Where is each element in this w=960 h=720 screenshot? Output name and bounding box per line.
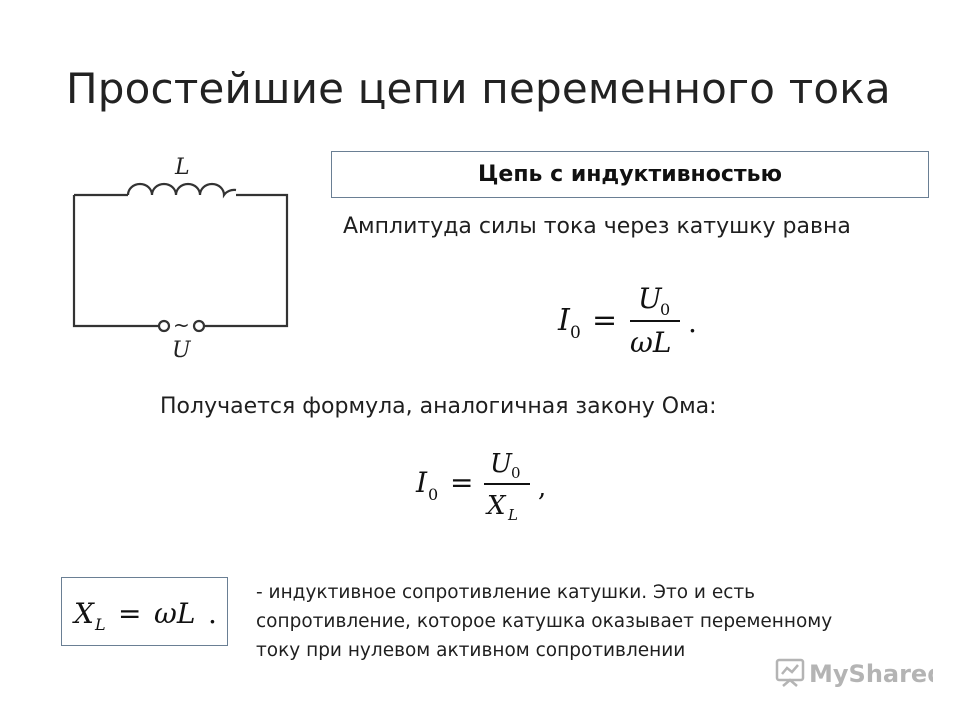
description-line: - индуктивное сопротивление катушки. Это и есть [256,582,756,603]
formula-tail: . [688,306,697,339]
formula-lhs-subscript: L [95,615,106,634]
inductive-reactance-box [61,577,228,646]
description-line: току при нулевом активном сопротивлении [256,640,686,661]
source-terminal [194,321,204,331]
formula-numerator-subscript: 0 [511,464,521,482]
formula-lhs-subscript: 0 [570,323,581,343]
formula-inductive-reactance [62,578,227,645]
formula-equals: = [450,466,474,499]
ohm-analogy-text: Получается формула, аналогичная закону Ома: [160,394,717,419]
formula-lhs: I [416,466,428,499]
circuit-type-box [331,151,929,198]
fraction-bar [484,483,530,485]
inductor-circuit-diagram [60,150,310,365]
formula-denominator: ωL [630,326,672,359]
fraction-bar [630,320,680,322]
formula-denominator-subscript: L [508,506,518,524]
formula-denominator: X [487,491,506,521]
description-line: сопротивление, которое катушка оказывает переменному [256,611,833,632]
formula-numerator: U [638,282,662,315]
presentation-board-icon [777,660,803,686]
formula-numerator: U [490,449,512,479]
inductor-coil [128,184,236,195]
formula-tail: . [208,597,217,630]
slide-title: Простейшие цепи переменного тока [66,64,891,113]
amplitude-text: Амплитуда силы тока через катушку равна [343,214,851,239]
formula-tail: , [538,473,547,503]
formula-lhs: X [74,597,94,630]
formula-ohm-analog [410,448,560,528]
circuit-wire [74,195,158,326]
watermark-text: MyShared [809,660,933,688]
source-terminal [159,321,169,331]
formula-lhs-subscript: 0 [428,485,439,504]
source-label: U [172,338,191,363]
formula-equals: = [592,303,618,338]
inductor-label: L [175,155,190,180]
watermark [773,654,933,698]
circuit-type-label: Цепь с индуктивностью [478,162,782,187]
source-symbol: ~ [173,313,190,337]
reactance-description [256,578,936,665]
circuit-wire [205,195,287,326]
formula-numerator-subscript: 0 [660,300,671,319]
formula-current-amplitude [548,270,708,370]
formula-rhs: ωL [154,597,196,630]
formula-equals: = [118,597,142,630]
watermark-logo [773,654,933,694]
formula-lhs: I [558,303,570,338]
